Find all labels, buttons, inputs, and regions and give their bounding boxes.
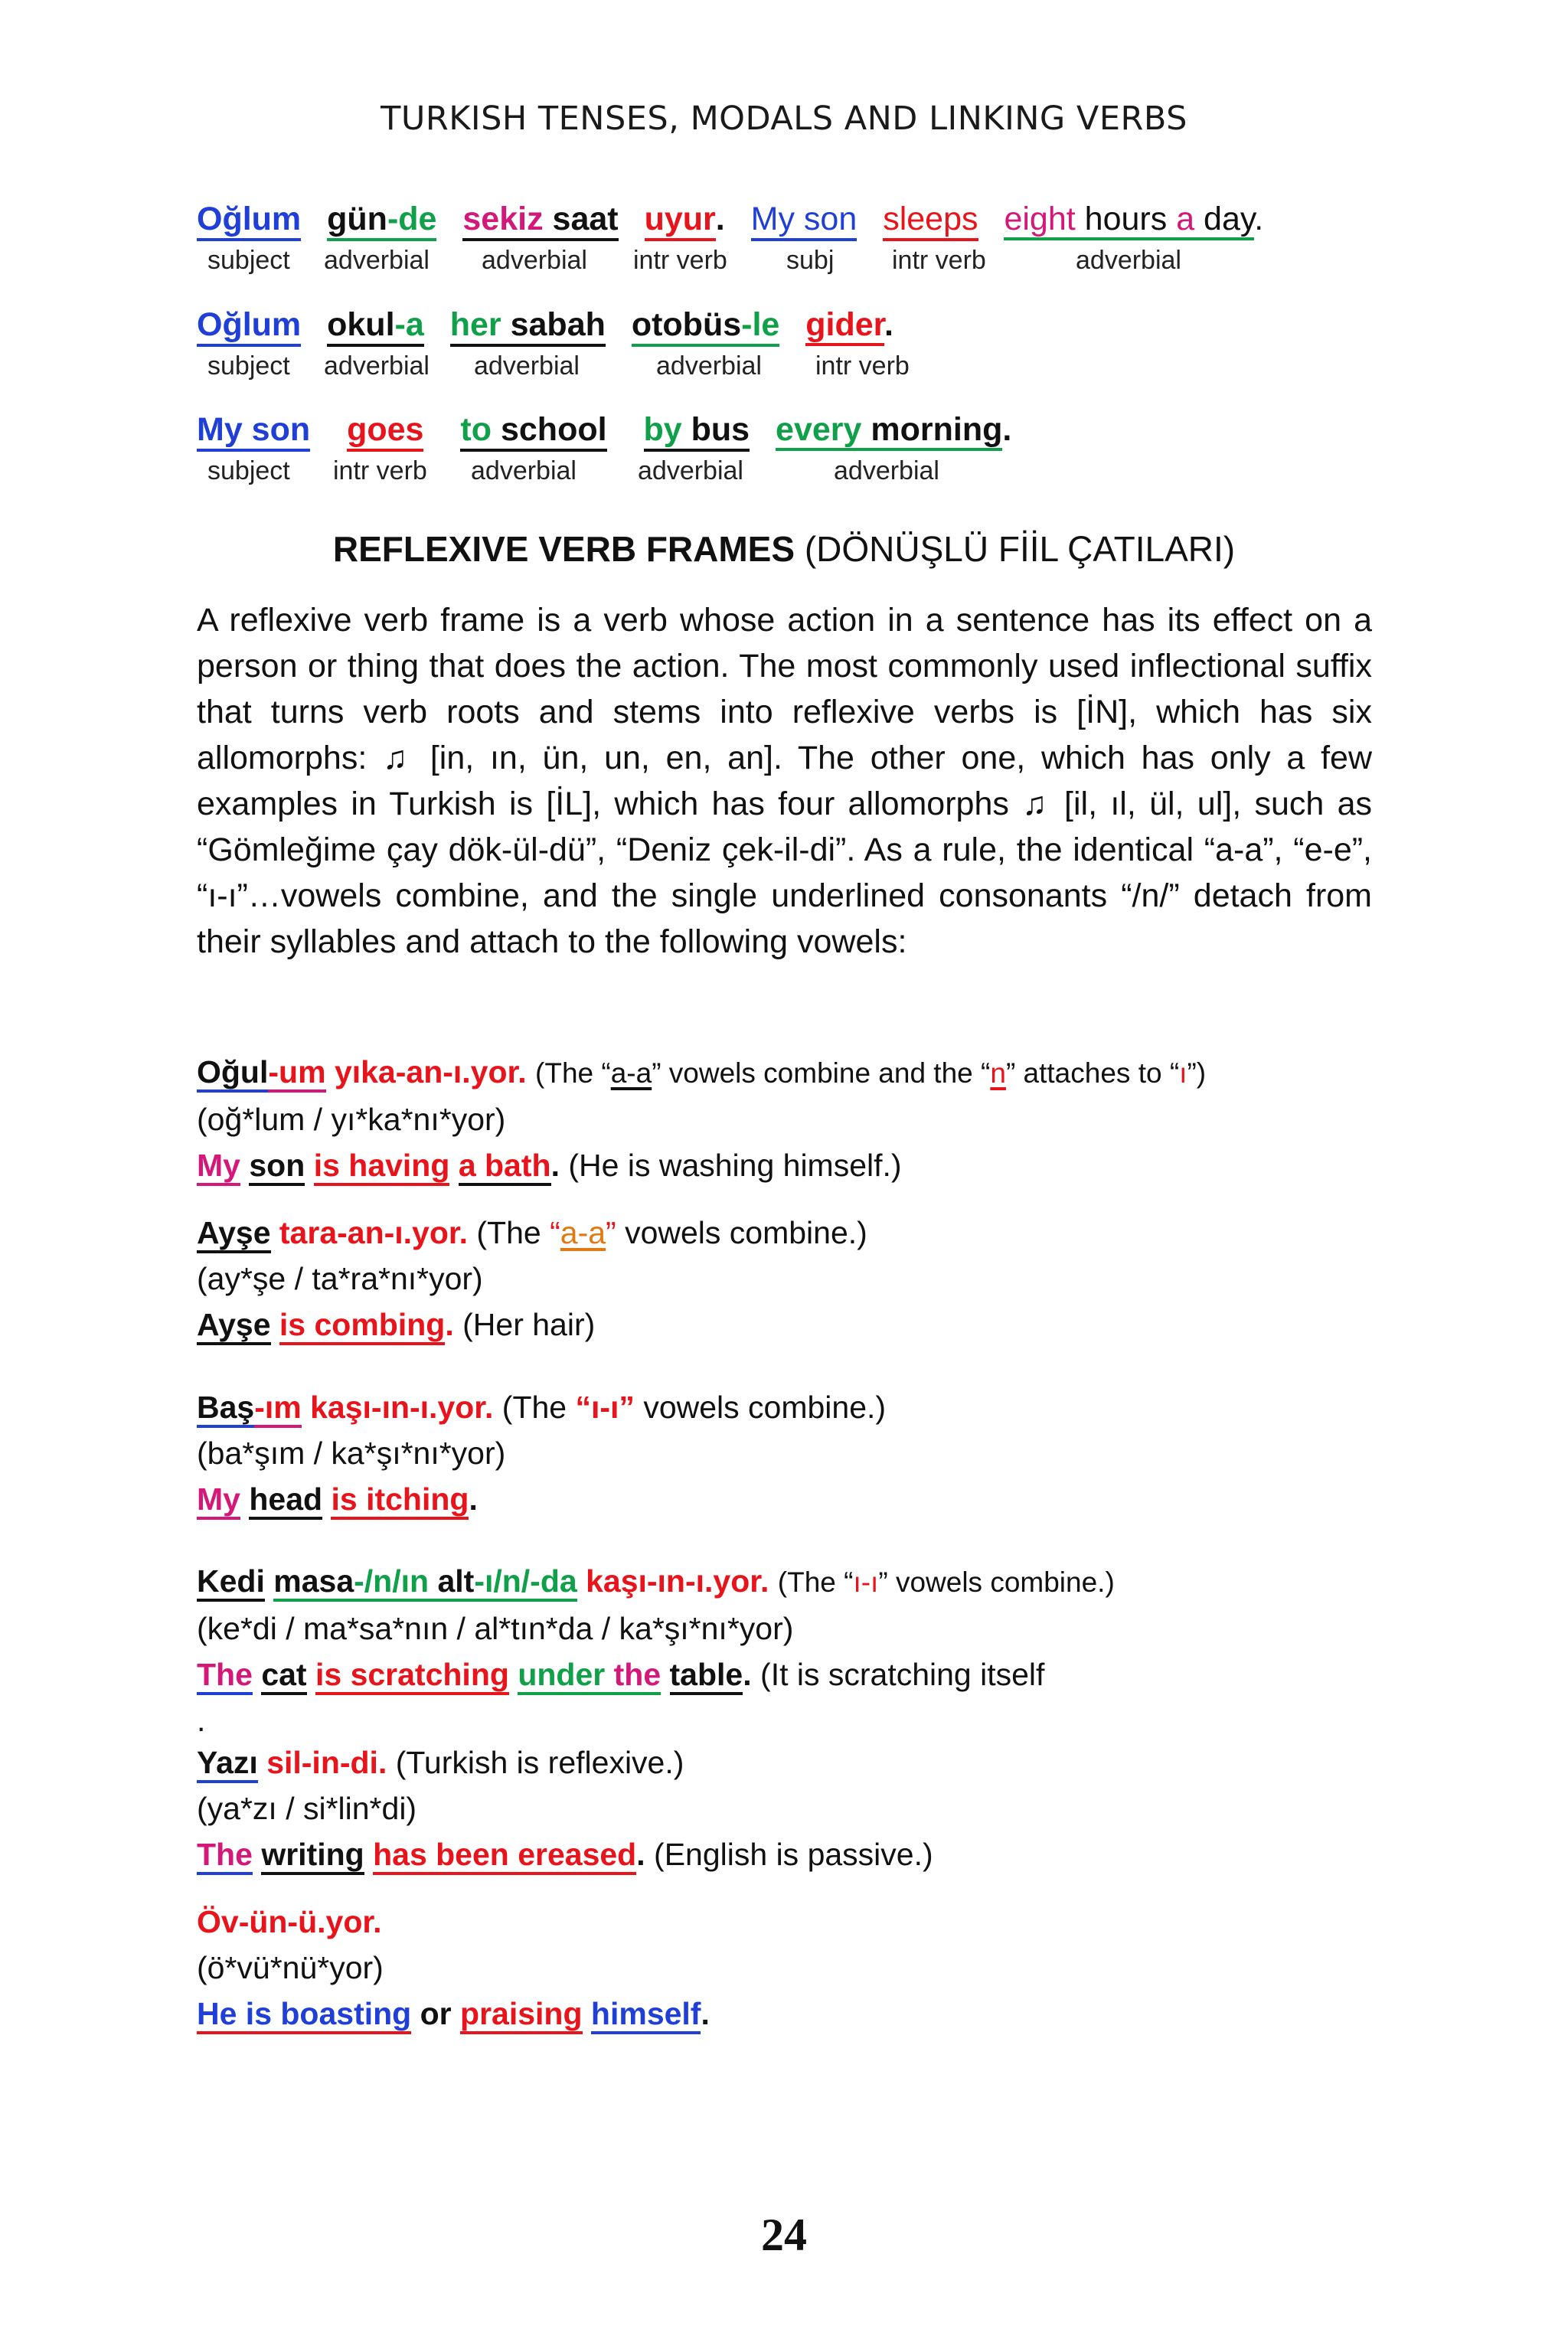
example-line: My son goes to school by bus every morning. (197, 411, 1011, 452)
example-tags: subject adverbial adverbial intr verb subj intr verb adverbial (207, 246, 1181, 275)
example-1 (197, 201, 1263, 276)
example-3 (197, 411, 1011, 487)
example-2 (197, 306, 910, 382)
example-tags: subject intr verb adverbial adverbial adverbial (207, 456, 939, 485)
syllable-line: (ya*zı / si*lin*di) (197, 1791, 417, 1826)
intro-paragraph: A reflexive verb frame is a verb whose action in a sentence has its effect on a person or thing that does the action. The most commonly used inflectional suffix that turns verb roots and stems into reflexive verbs is [İN], which has six allomorphs: ♫ [in, ın, ün, un, en, an]. The other one, which has only a few examples in Turkish is [İL], which has four allomorphs ♫ [il, ıl, ül, ul], such as “Gömleğime çay dök-ül-dü”, “Deniz çek-il-di”. As a rule, the identical “a-a”, “e-e”, “ı-ı”…vowels combine, and the single underlined consonants “/n/” detach from their syllables and attach to the following vowels: (197, 602, 1372, 960)
page-number: 24 (761, 2210, 807, 2260)
example-block-2: Ayşe tara-an-ı.yor. (The “a-a” vowels combine.) (ay*şe / ta*ra*nı*yor) Ayşe is combing. (Her hair) (197, 1210, 867, 1348)
running-header: TURKISH TENSES, MODALS AND LINKING VERBS (381, 100, 1187, 138)
example-block-5: Yazı sil-in-di. (Turkish is reflexive.) (ya*zı / si*lin*di) The writing has been ereased. (English is passive.) (197, 1740, 933, 1877)
example-block-6: Öv-ün-ü.yor. (ö*vü*nü*yor) He is boasting or praising himself. (197, 1899, 710, 2037)
example-line: Oğlum gün-de sekiz saat uyur. My son sleeps eight hours a day. (197, 201, 1263, 241)
example-tags: subject adverbial adverbial adverbial intr verb (207, 351, 910, 381)
example-line: Oğlum okul-a her sabah otobüs-le gider. (197, 306, 893, 347)
example-block-3: Baş-ım kaşı-ın-ı.yor. (The “ı-ı” vowels combine.) (ba*şım / ka*şı*nı*yor) My head is itching. (197, 1384, 886, 1522)
syllable-line: (ö*vü*nü*yor) (197, 1950, 384, 1985)
syllable-line: (ba*şım / ka*şı*nı*yor) (197, 1436, 506, 1471)
syllable-line: (ay*şe / ta*ra*nı*yor) (197, 1261, 483, 1296)
syllable-line: (ke*di / ma*sa*nın / al*tın*da / ka*şı*nı*yor) (197, 1611, 794, 1646)
section-title: REFLEXIVE VERB FRAMES (DÖNÜŞLÜ FİİL ÇATILARI) (332, 529, 1236, 569)
example-block-1: Oğul-um yıka-an-ı.yor. (The “a-a” vowels combine and the “n” attaches to “ı”) (oğ*lum / yı*ka*nı*yor) My son is having a bath. (He is washing himself.) (197, 1049, 1206, 1188)
syllable-line: (oğ*lum / yı*ka*nı*yor) (197, 1102, 506, 1137)
example-block-4: Kedi masa-/n/ın alt-ı/n/-da kaşı-ın-ı.yor. (The “ı-ı” vowels combine.) (ke*di / ma*sa*nın / al*tın*da / ka*şı*nı*yor) The cat is scratching under the table. (It is scratching itself . (197, 1563, 1115, 1738)
